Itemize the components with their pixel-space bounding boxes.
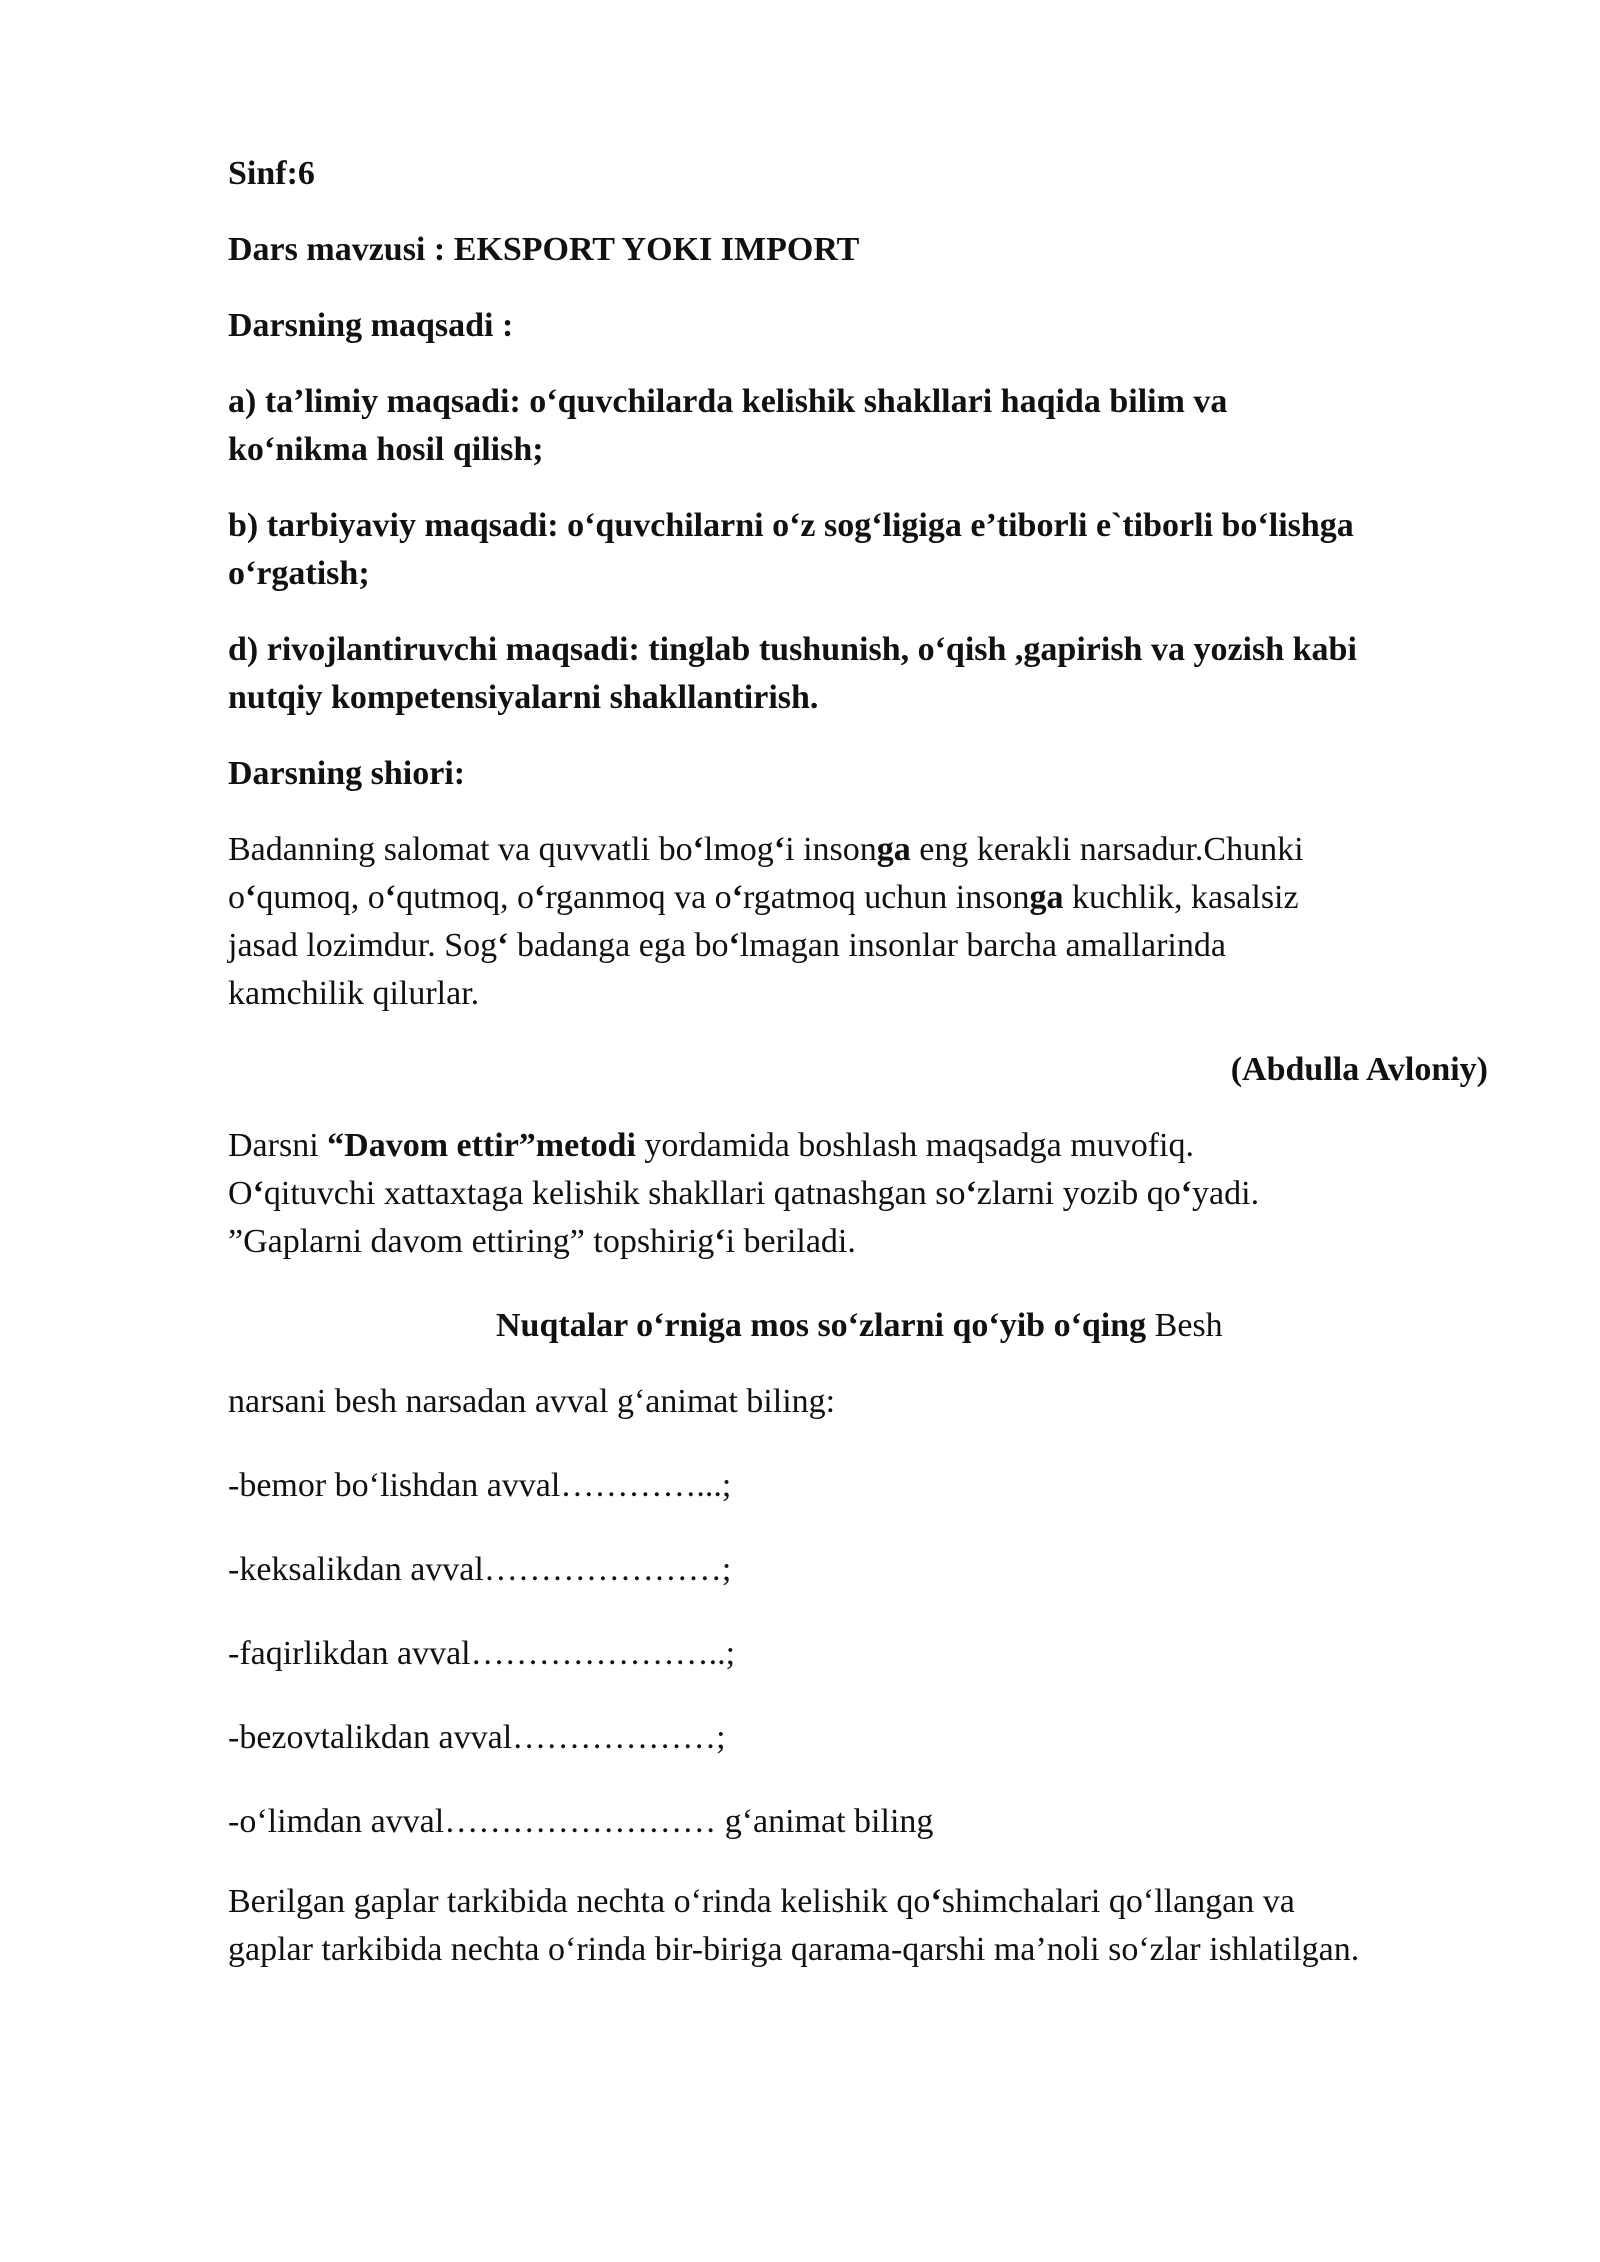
method-text: ‘ <box>252 1175 264 1212</box>
method-text: qituvchi xattaxtaga kelishik shakllari qatnashgan so <box>263 1175 966 1212</box>
goal-d-line-2: nutqiy kompetensiyalarni shakllantirish. <box>228 679 819 716</box>
quote-text: ‘ <box>773 831 786 868</box>
method-text: ‘ <box>965 1175 977 1212</box>
goal-b <box>228 502 1488 598</box>
quote-text: ga <box>876 831 911 868</box>
task-instruction: narsani besh narsadan avval g‘animat biling: <box>228 1383 836 1420</box>
goal-d <box>228 626 1488 722</box>
final-question <box>228 1878 1488 1974</box>
final-text: ‘ <box>930 1883 942 1920</box>
quote-text: Badanning salomat va quvvatli bo <box>228 831 693 868</box>
motto-quote <box>228 826 1488 1018</box>
goal-a <box>228 378 1488 474</box>
class-line: Sinf:6 <box>228 155 315 192</box>
method-text: yordamida boshlash maqsadga muvofiq. <box>635 1127 1194 1164</box>
quote-text: eng kerakli narsadur.Chunki <box>910 831 1304 868</box>
quote-text: rgatmoq uchun inson <box>743 879 1030 916</box>
method-text: Darsni <box>228 1127 328 1164</box>
method-text: ‘ <box>1180 1175 1193 1212</box>
task-item: -bezovtalikdan avval………………; <box>228 1719 726 1756</box>
quote-line-2 <box>228 874 1488 922</box>
quote-text: badanga ega bo <box>508 927 729 964</box>
document-page <box>228 150 1488 1974</box>
quote-text: ‘ <box>245 879 257 916</box>
lesson-topic: Dars mavzusi : EKSPORT YOKI IMPORT <box>228 231 860 268</box>
task-item: -keksalikdan avval…………………; <box>228 1551 732 1588</box>
motto-heading: Darsning shiori: <box>228 755 466 792</box>
task-item: -faqirlikdan avval…………………..; <box>228 1635 736 1672</box>
method-text: zlarni yozib qo <box>976 1175 1181 1212</box>
method-text: yadi. <box>1192 1175 1260 1212</box>
method-name: “Davom ettir”metodi <box>327 1127 636 1164</box>
quote-text: rganmoq va o <box>545 879 732 916</box>
method-text: O <box>228 1175 253 1212</box>
task-title-tail: Besh <box>1146 1307 1223 1344</box>
method-line-1 <box>228 1122 1488 1170</box>
quote-text: ‘ <box>728 927 740 964</box>
quote-text: ‘ <box>384 879 397 916</box>
task-heading <box>496 1302 1488 1350</box>
task-title: Nuqtalar o‘rniga mos so‘zlarni qo‘yib o‘qing <box>496 1307 1147 1344</box>
method-line-3 <box>228 1218 1488 1266</box>
method-text: ‘ <box>714 1223 726 1260</box>
task-item: -o‘limdan avval…………………… g‘animat biling <box>228 1803 934 1840</box>
quote-text: ‘ <box>731 879 744 916</box>
quote-line-1 <box>228 826 1488 874</box>
final-line-2: gaplar tarkibida nechta o‘rinda bir-biriga qarama-qarshi ma’noli so‘zlar ishlatilgan. <box>228 1931 1360 1968</box>
final-text: shimchalari qo‘llangan va <box>941 1883 1295 1920</box>
goals-heading: Darsning maqsadi : <box>228 307 514 344</box>
task-item: -bemor bo‘lishdan avval…………...; <box>228 1467 732 1504</box>
goal-d-line-1: d) rivojlantiruvchi maqsadi: tinglab tushunish, o‘qish ,gapirish va yozish kabi <box>228 631 1357 668</box>
quote-text: kuchlik, kasalsiz <box>1063 879 1299 916</box>
quote-text: i inson <box>785 831 877 868</box>
method-line-2 <box>228 1170 1488 1218</box>
final-text: Berilgan gaplar tarkibida nechta o‘rinda kelishik qo <box>228 1883 931 1920</box>
method-intro <box>228 1122 1488 1266</box>
quote-text: lmog <box>703 831 774 868</box>
goal-b-line-2: o‘rgatish; <box>228 555 370 592</box>
quote-text: lmagan insonlar barcha amallarinda <box>739 927 1226 964</box>
goal-a-line-1: a) ta’limiy maqsadi: o‘quvchilarda kelishik shakllari haqida bilim va <box>228 383 1228 420</box>
quote-text: jasad lozimdur. Sog <box>228 927 498 964</box>
quote-text: ‘ <box>692 831 704 868</box>
goal-a-line-2: ko‘nikma hosil qilish; <box>228 431 544 468</box>
quote-text: ga <box>1029 879 1064 916</box>
method-text: ”Gaplarni davom ettiring” topshirig <box>228 1223 715 1260</box>
quote-text: o <box>228 879 245 916</box>
quote-line-4: kamchilik qilurlar. <box>228 975 480 1012</box>
goal-b-line-1: b) tarbiyaviy maqsadi: o‘quvchilarni o‘z sog‘ligiga e’tiborli e`tiborli bo‘lishga <box>228 507 1354 544</box>
quote-line-3 <box>228 922 1488 970</box>
quote-text: ‘ <box>534 879 546 916</box>
quote-text: ‘ <box>497 927 509 964</box>
quote-text: qutmoq, o <box>396 879 535 916</box>
method-text: i beriladi. <box>725 1223 856 1260</box>
quote-text: qumoq, o <box>256 879 385 916</box>
final-line-1 <box>228 1878 1488 1926</box>
quote-author: (Abdulla Avloniy) <box>1230 1051 1488 1088</box>
